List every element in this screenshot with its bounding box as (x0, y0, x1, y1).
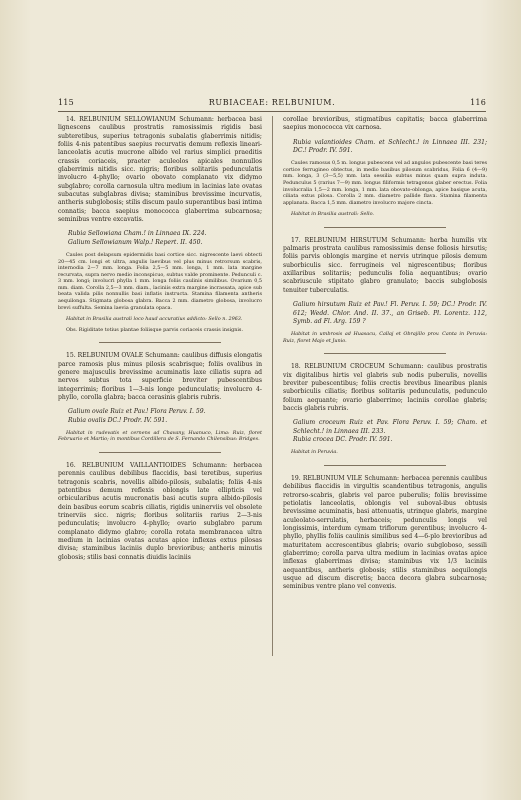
citation-line: Galium ovale Ruiz et Pav.! Flora Peruv. I. 59. (68, 408, 206, 416)
habitat-note: Habitat in Brasilia australi loco haud accuratius addicto: Sello n. 2963. (66, 316, 243, 323)
citation-line: Rubia valantioides Cham. et Schlecht.! in Linnaea III. 231; DC.! Prodr. IV. 591. (293, 138, 487, 155)
species-entry-16 (58, 462, 262, 562)
entry-separator (99, 342, 221, 343)
species-entry-15 (58, 352, 262, 443)
habitat-note: Habitat in rudevatis et cernens ad Chavany, Huanuco, Lima: Ruiz, floret Februario et Martio; in montibus Cordillera de S. Fernando Chilensibus: Bridges. (58, 429, 262, 443)
entry-separator (324, 465, 446, 466)
diagnosis-text: 19. RELBUNIUM VILE Schumann: herbacea perennis caulibus debilibus flaccidis in virgultis scandentibus tetragonis, angulis retrorso-scabris, glabris vel parce puberulis; foliis brevissime petiolatis lanceolatis, oblongis vel suboval-ibus obtusis brevissime acuminatis, basi attenuatis, utrinque glabris, margine aculeolato-serrulatis, herbaceis; pedunculis longis vel longissimis, interdum cymam triflorum gerentibus; involucro 4-phyllo, phyllis foliis caulinis similibus sed 4—6-plo brevioribus ad maturitatem accrescentibus glabris; ovario subgloboso, sessili glaberrimo; corolla parva ultra medium in lacinias ovatas apice inflexas glaberrimas divisa; staminibus vix 1/3 laciniis aequantibus, antheris globosis; stilis staminibus aequilongis usque ad discum discretis; bacca decora glabra subcarnosa; seminibus ventre plano vel convexis. (283, 474, 487, 591)
running-head: RUBIACEAE: RELBUNIUM. (208, 98, 336, 107)
citation-line: Galium Sellowianum Walp.! Repert. II. 450. (68, 238, 203, 246)
citations (58, 230, 262, 247)
note-text: Caules ramosus 0,5 m. longus pubescens vel ad angulos pubescente basi teres cortice ferrugineo obtectus, in medio basibus pilosum scabridus, Folia 6 (4—9) mm. longa, 3 (3—5,5) mm. lata sessilia subtus minus quam supra induta. Pedunculus 5 (rarius 7—9) mm. longus filiformis tetragonus glaber erectus. Folia involucralia 1,5—2 mm. longa, 1 mm. lata obovato-oblonga, apice basique acuta, ciliata extus pilosa. Corolla 2 mm. diametro pallide flava. Stamina filamenta applanata. Bacca 1,5 mm. diametro involucro majore cincta. (283, 160, 487, 206)
description-note (58, 252, 262, 311)
citations (283, 301, 487, 326)
diagnosis-text: 15. RELBUNIUM OVALE Schumann: caulibus diffusis elongatis parce ramosis plus minus pilosis scabrisque; foliis ovalibus in genere majusculis brevissime acuminatis laxe ciliatis supra ad nervos subtus tota superficie breviter pubescentibus integerrimis; floribus 1—3-nis longe pedunculatis; involucro 4-phyllo, corolla glabra; bacca cerasinis glabris rubris. (58, 352, 262, 401)
description-note (283, 160, 487, 206)
column-divider (272, 116, 273, 656)
citation-line: Rubia crocea DC. Prodr. IV. 591. (293, 436, 393, 444)
species-entry-19 (283, 475, 487, 592)
species-entry-18 (283, 363, 487, 456)
citation-line: Galium hirsutum Ruiz et Pav.! Fl. Peruv. I. 59; DC.! Prodr. IV. 612; Wedd. Chlor. And. II. 37., an Griseb. Pl. Lorentz. 112, Symb. ad Fl. Arg. 159 ? (293, 301, 487, 325)
citation-line: Rubia Sellowiana Cham.! in Linnaea IX. 224. (68, 230, 207, 238)
diagnosis-text: 17. RELBUNIUM HIRSUTUM Schumann: herba humilis vix palmaris prostrata caulibus ramosissimis dense foliosis hirsutis; foliis parvis oblongis margine et nervis utrinque pilosis demum suborbiculis sicc. ferrugineis vel nigrescentibus; floribus axillaribus solitariis; pedunculis folia aequantibus; ovario scabriuscule stipitato glabro granulato; baccis subglobosis tenuiter tuberculatis. (283, 236, 487, 294)
habitat-note: Habitat in Brasilia australi: Sello. (291, 211, 374, 218)
species-entry-16-continued (283, 116, 487, 218)
species-entry-14 (58, 116, 262, 333)
page-number-left: 115 (58, 98, 74, 107)
citation-line: Galium croceum Ruiz et Pav. Flora Peruv. I. 59; Cham. et Schlecht.! in Linnaea III. 233. (293, 419, 487, 435)
habitat-note: Habitat in Peruvia. (291, 449, 338, 456)
diagnosis-text: 16. RELBUNIUM VAILLANTIOIDES Schumann: herbacea perennis caulibus debilibus flaccidis, basi teretibus, superius tetragonis scabris, novellis albido-pilosis, subalatis; foliis 4-nis patentibus demum reflexis oblongis late ellipticis vel orbicularibus acutis mucronatis basi acutis supra albido-pilosis dein basibus eorum scabris ciliatis, rigidis uninerviis vel obsolete trinerviis sicc. nigris; floribus solitariis rarius 2—3-nis pedunculatis; involucro 4-phyllo; ovario subglabro parum complanato didymo glabro; corolla rotata membranacea ultra medium in lacinias ovatas acutas apice inflexas extus pilosas divisa; staminibus laciniis duplo brevioribus; antheris minutis globosis; stilis basi connatis diuidis laciniis (58, 462, 262, 561)
right-column (283, 116, 487, 592)
diagnosis-text: 18. RELBUNIUM CROCEUM Schumann: caulibus prostratis vix digitalibus hirtis vel glabris sub nodis puberulis, novellis breviter pubescentibus; foliis crectis brevibus linearibus planis suborbiculis ciliatis; floribus solitariis pedunculatis, pedunculo folium aequante; ovario glaberrimo; laciniis corollae glabris; baccis glabris rubris. (283, 363, 487, 412)
entry-separator (99, 452, 221, 453)
page-header (58, 98, 486, 110)
citations (283, 139, 487, 156)
page-number-right: 116 (470, 98, 486, 107)
observation-note: Obs. Rigiditate totius plantae foliisque parvis coriaceis crassis insignis. (66, 326, 243, 333)
header-rule (58, 111, 486, 112)
citation-line: Rubia ovalis DC.! Prodr. IV. 591. (68, 416, 168, 424)
citations (283, 419, 487, 444)
diagnosis-continuation: corollae brevioribus, stigmatibus capitatis; bacca glaberrima saepius monococca vix carnosa. (283, 116, 487, 132)
diagnosis-text: 14. RELBUNIUM SELLOWIANUM Schumann: herbacea basi lignescens caulibus prostratis ramosissimis rigidis basi subteretibus, superius tetragonis subalatis glaberrimis nitidis; foliis 4-nis patentibus saepius recurvatis demum reflexis lineari-lanceolatis acutis mucrone albido vel rarius simplici praeditis crassis coriaceis, praeter aculeolos apicales nonnullos glaberrimis nitidis sicc. nigris; floribus solitariis pedunculatis involucro 4-phyllo; ovario obovato complanato vix didymo subglabro; corolla carnosula ultra medium in lacinias late ovatas subacutas subglabras divisa; staminibus brevissime incurvatis, antheris subglobosis; stilis discum paulo superantibus basi intima connatis; bacca saepius monococca glaberrima subcarnosa; seminibus ventre excavatis. (58, 116, 262, 224)
entry-separator (324, 353, 446, 354)
left-column (58, 116, 262, 562)
citations (58, 408, 262, 425)
note-text: Caules post delapsum epidermidis basi cortice sicc. nigrescente laevi obtecti 20—45 cm. longi et ultra, angulis laevibus vel plus minus retrorsum scabris, internodia 2—7 mm. longa. Folia 2,5—5 mm. longa, 1 mm. lata margine recurvata, supra nervo medio inconspicuo, subtus valde prominente. Pedunculi c. 3 mm. longi; involucri phylla 1 mm. longa foliis caulinis similibus. Ovarium 0,5 mm. diam. Corolla 2,5—3 mm. diam., laciniis extra margine incrassata, apice sub beata valida pilis nonnullis basi inflatis instructa. Stamina filamenta antheris aequilonga. Stigmata globosa glabra. Bacca 2 mm. diametro globosa, involucro brevi suffulta. Semina laevia granulata opaca. (58, 252, 262, 311)
entry-separator (324, 227, 446, 228)
habitat-note: Habitat in umbrosis ad Huasacu, Callaj et Obrajillo prov. Canta in Peruvia: Ruiz, floret Majo et Junio. (283, 331, 487, 344)
species-entry-17 (283, 237, 487, 345)
